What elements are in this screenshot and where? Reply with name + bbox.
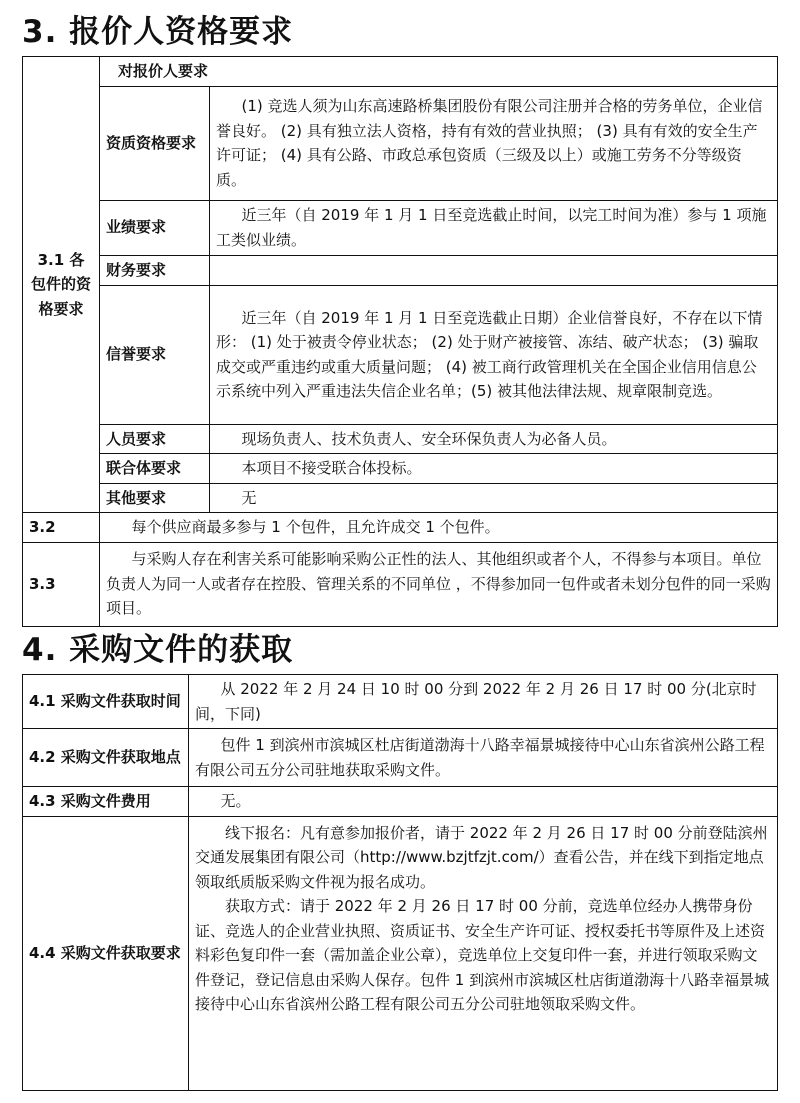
row-4-4-content [189, 816, 778, 1090]
credit-text: 近三年（自 2019 年 1 月 1 日至竞选截止日期）企业信誉良好，不存在以下情形： (1) 处于被责令停业状态； (2) 处于财产被接管、冻结、破产状态； (3) 骗取成交或严重违约或重大质量问题； (4) 被工商行政管理机关在全国企业信用信息公示系统中列入严重违法失信企业名单；(5) 被其他法律法规、规章限制竞选。 [210, 285, 778, 424]
row-3-3-text: 与采购人存在利害关系可能影响采购公正性的法人、其他组织或者个人，不得参与本项目。单位负责人为同一人或者存在控股、管理关系的不同单位 ，不得参加同一包件或者未划分包件的同一采购项目。 [100, 542, 778, 626]
qualification-table [22, 56, 778, 627]
qual-text: (1) 竞选人须为山东高速路桥集团股份有限公司注册并合格的劳务单位，企业信誉良好。 (2) 具有独立法人资格，持有有效的营业执照； (3) 具有有效的安全生产许可证； (4) 具有公路、市政总承包资质（三级及以上）或施工劳务不分等级资质。 [210, 86, 778, 200]
row-3-1-label: 3.1 各包件的资格要求 [23, 57, 100, 513]
row-3-2-label: 3.2 [23, 513, 100, 543]
staff-label: 人员要求 [100, 424, 210, 454]
fin-label: 财务要求 [100, 255, 210, 285]
row-4-2-text: 包件 1 到滨州市滨城区杜店街道渤海十八路幸福景城接待中心山东省滨州公路工程有限公司五分公司驻地获取采购文件。 [189, 729, 778, 787]
fin-text [210, 255, 778, 285]
joint-label: 联合体要求 [100, 454, 210, 484]
section-3-heading: 3. 报价人资格要求 [22, 14, 294, 50]
header-label: 对报价人要求 [100, 57, 778, 87]
perf-label: 业绩要求 [100, 200, 210, 255]
row-4-1-label: 4.1 采购文件获取时间 [23, 675, 189, 729]
row-4-2-label: 4.2 采购文件获取地点 [23, 729, 189, 787]
row-4-4-paragraph-1: 线下报名：凡有意参加报价者，请于 2022 年 2 月 26 日 17 时 00 分前登陆滨州交通发展集团有限公司（http://www.bzjtfzjt.com/）查看公告，并在线下到指定地点领取纸质版采购文件视为报名成功。 [195, 823, 768, 891]
staff-text: 现场负责人、技术负责人、安全环保负责人为必备人员。 [210, 424, 778, 454]
other-label: 其他要求 [100, 483, 210, 513]
perf-text: 近三年（自 2019 年 1 月 1 日至竞选截止时间，以完工时间为准）参与 1 项施工类似业绩。 [210, 200, 778, 255]
row-4-4-paragraph-2: 获取方式：请于 2022 年 2 月 26 日 17 时 00 分前，竞选单位经办人携带身份证、竞选人的企业营业执照、资质证书、安全生产许可证、授权委托书等原件及上述资料彩色复印件一套（需加盖企业公章），竞选单位上交复印件一套，并进行领取采购文件登记，登记信息由采购人保存。包件 1 到滨州市滨城区杜店街道渤海十八路幸福景城接待中心山东省滨州公路工程有限公司五分公司驻地领取采购文件。 [195, 897, 770, 1013]
other-text: 无 [210, 483, 778, 513]
acquisition-table [22, 674, 778, 1091]
qual-label: 资质资格要求 [100, 86, 210, 200]
row-4-1-text: 从 2022 年 2 月 24 日 10 时 00 分到 2022 年 2 月 26 日 17 时 00 分(北京时间，下同) [189, 675, 778, 729]
joint-text: 本项目不接受联合体投标。 [210, 454, 778, 484]
row-3-3-label: 3.3 [23, 542, 100, 626]
section-4-heading: 4. 采购文件的获取 [22, 632, 294, 668]
row-4-4-label: 4.4 采购文件获取要求 [23, 816, 189, 1090]
row-4-3-text: 无。 [189, 787, 778, 817]
row-4-3-label: 4.3 采购文件费用 [23, 787, 189, 817]
credit-label: 信誉要求 [100, 285, 210, 424]
row-3-2-text: 每个供应商最多参与 1 个包件，且允许成交 1 个包件。 [100, 513, 778, 543]
